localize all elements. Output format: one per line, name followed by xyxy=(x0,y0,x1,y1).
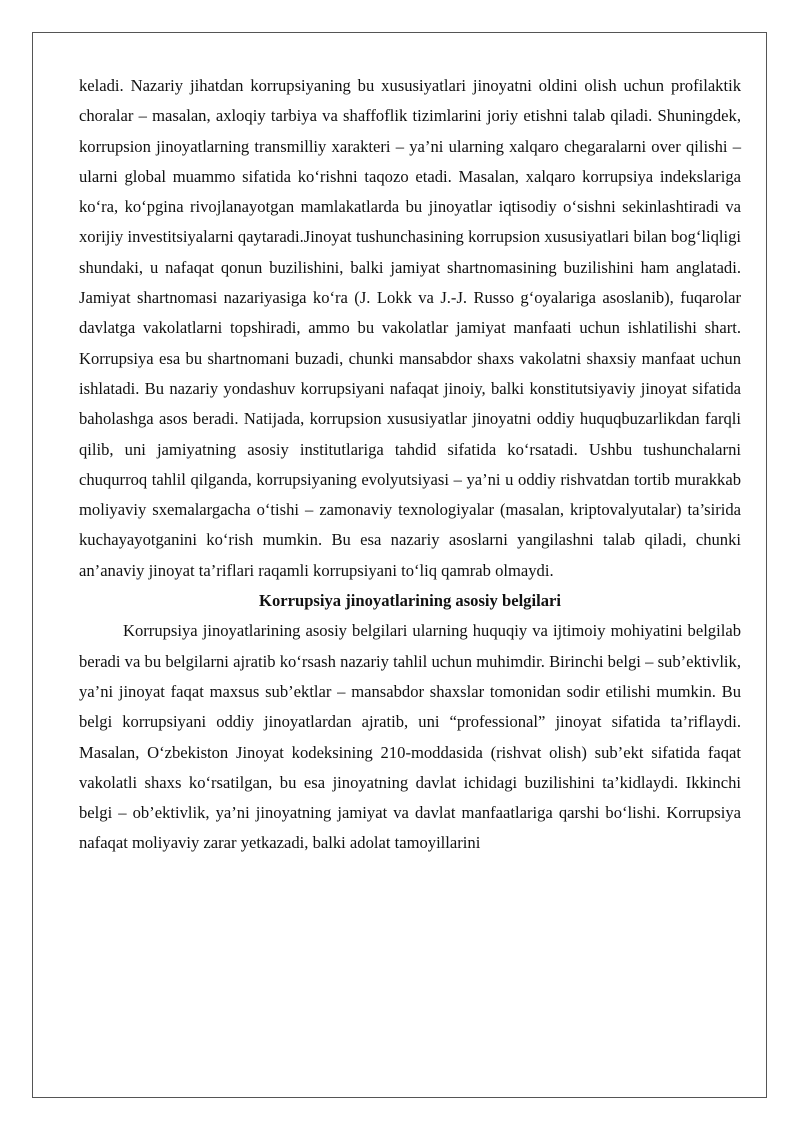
body-paragraph: Korrupsiya jinoyatlarining asosiy belgilari ularning huquqiy va ijtimoiy mohiyatini belgilab beradi va bu belgilarni ajratib ko‘rsash nazariy tahlil uchun muhimdir. Birinchi belgi – sub’ektivlik, ya’ni jinoyat faqat maxsus sub’ektlar – mansabdor shaxslar tomonidan sodir etilishi mumkin. Bu belgi korrupsiyani oddiy jinoyatlardan ajratib, uni “professional” jinoyat sifatida ta’riflaydi. Masalan, O‘zbekiston Jinoyat kodeksining 210-moddasida (rishvat olish) sub’ekt sifatida faqat vakolatli shaxs ko‘rsatilgan, bu esa jinoyatning davlat ichidagi buzilishini ta’kidlaydi. Ikkinchi belgi – ob’ektivlik, ya’ni jinoyatning jamiyat va davlat manfaatlariga qarshi bo‘lishi. Korrupsiya nafaqat moliyaviy zarar yetkazadi, balki adolat tamoyillarini xyxy=(79,621,741,853)
section-heading: Korrupsiya jinoyatlarining asosiy belgilari xyxy=(259,591,561,611)
body-paragraph-continued: keladi. Nazariy jihatdan korrupsiyaning bu xususiyatlari jinoyatni oldini olish uchun profilaktik choralar – masalan, axloqiy tarbiya va shaffoflik tizimlarini joriy etishni talab qiladi. Shuningdek, korrupsion jinoyatlarning transmilliy xarakteri – ya’ni ularning xalqaro chegaralarni over qilishi – ularni global muammo sifatida ko‘rishni taqozo etadi. Masalan, xalqaro korrupsiya indekslariga ko‘ra, ko‘pgina rivojlanayotgan mamlakatlarda bu jinoyatlar iqtisodiy o‘sishni sekinlashtiradi va xorijiy investitsiyalarni qaytaradi.Jinoyat tushunchasining korrupsion xususiyatlari bilan bog‘liqligi shundaki, u nafaqat qonun buzilishini, balki jamiyat shartnomasining buzilishini ham anglatadi. Jamiyat shartnomasi nazariyasiga ko‘ra (J. Lokk va J.-J. Russo g‘oyalariga asoslanib), fuqarolar davlatga vakolatlarni topshiradi, ammo bu vakolatlar jamiyat manfaati uchun ishlatilishi shart. Korrupsiya esa bu shartnomani buzadi, chunki mansabdor shaxs vakolatni shaxsiy manfaat uchun ishlatadi. Bu nazariy yondashuv korrupsiyani nafaqat jinoiy, balki konstitutsiyaviy jinoyat sifatida baholashga asos beradi. Natijada, korrupsion xususiyatlar jinoyatni oddiy huquqbuzarlikdan farqli qilib, uni jamiyatning asosiy institutlariga tahdid sifatida ko‘rsatadi. Ushbu tushunchalarni chuqurroq tahlil qilganda, korrupsiyaning evolyutsiyasi – ya’ni u oddiy rishvatdan tortib murakkab moliyaviy sxemalargacha o‘tishi – zamonaviy texnologiyalar (masalan, kriptovalyutalar) ta’sirida kuchayayotganini ko‘rish mumkin. Bu esa nazariy asoslarni yangilashni talab qiladi, chunki an’anaviy jinoyat ta’riflari raqamli korrupsiyani to‘liq qamrab olmaydi. xyxy=(79,76,741,580)
document-body xyxy=(79,71,741,859)
